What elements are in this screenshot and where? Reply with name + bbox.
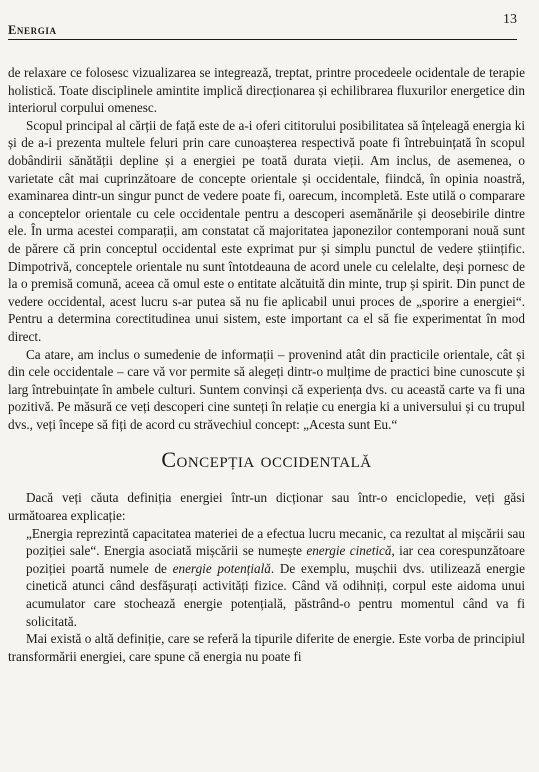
paragraph-information: Ca atare, am inclus o sumedenie de informații – provenind atât din practicile orientale, cât și din cele occidentale – care vă vor permite să alegeți dintr-o mulțime de practici bine cunoscute și larg întrebuințate în ambele culturi. Suntem convinși că experiența dvs. cu această carte va fi una pozitivă. Pe măsură ce veți descoperi cine sunteți în relație cu energia ki a universului și cu trupul dvs., veți începe să fiți de acord cu străvechiul concept: „Acesta sunt Eu.“ (8, 346, 525, 432)
quote-text-3: . De exemplu, mușchii dvs. utilizează energie cinetică atunci când desfășurați activități fizice. Când vă odihniți, corpul este aidoma unui acumulator care stochează energie potențială, păstrând-o pentru momentul când va fi solicitată. (26, 560, 525, 629)
page-header (8, 12, 517, 42)
paragraph-last: Mai există o altă definiție, care se referă la tipurile diferite de energie. Este vorba de principiul transformării energiei, care spune că energia nu poate fi (8, 631, 525, 664)
paragraph-continued: de relaxare ce folosesc vizualizarea se integrează, treptat, printre procedeele ocidentale de terapie holistică. Toate disciplinele amintite implică direcționarea și echilibrarea fluxurilor energetice din interiorul corpului omenesc. (8, 65, 525, 116)
page-body (8, 64, 525, 665)
term-potential-energy: energie potențială (172, 560, 271, 576)
quote-text-2: , iar cea corespunzătoare poziției poartă numele de (26, 543, 525, 576)
term-kinetic-energy: energie cinetică (306, 543, 392, 559)
paragraph-intro: Dacă veți căuta definiția energiei într-un dicționar sau într-o enciclopedie, veți găsi următoarea explicație: (8, 490, 525, 524)
paragraph-purpose: Scopul principal al cărții de față este de a-i oferi cititorului posibilitatea să înțeleagă energia ki și de a-i prezenta multele feluri prin care cunoașterea respectivă poate fi întrebuințată în scopul dobândirii sănătății depline și a energiei pe toată durata vieții. Am inclus, de asemenea, o varietate cât mai cuprinzătoare de concepte orientale și occidentale, fiindcă, în opinia noastră, examinarea dintr-un singur punct de vedere poate fi, oarecum, incompletă. Este utilă o comparare a conceptelor orientale cu cele occidentale pentru a descoperi asemănările și deosebirile dintre ele. În urma acestei comparații, am constatat că majoritatea japonezilor contemporani nouă sunt de părere că prin conceptul occidental este exprimat pur și simplu punctul de vedere științific. Dimpotrivă, conceptele orientale nu sunt întotdeauna de acord unele cu celelalte, deși pornesc de la o premisă comună, aceea că omul este o entitate alcătuită din minte, trup și spirit. Din punct de vedere occidental, acest lucru s-ar putea să nu fie aplicabil unui proces de „sporire a energiei“. Pentru a determina corectitudinea unui sistem, este important ca el să fie experimentat în mod direct. (8, 117, 525, 344)
page-number: 13 (503, 12, 517, 27)
section-heading: Concepția occidentală (161, 447, 372, 473)
definition-quote (8, 525, 525, 631)
header-rule (8, 39, 517, 40)
quote-text-1: „Energia reprezintă capacitatea materiei de a efectua lucru mecanic, ca rezultat al mișcării sau poziției sale“. Energia asociată mișcării se numește (26, 525, 525, 559)
running-head: Energia (8, 23, 57, 37)
